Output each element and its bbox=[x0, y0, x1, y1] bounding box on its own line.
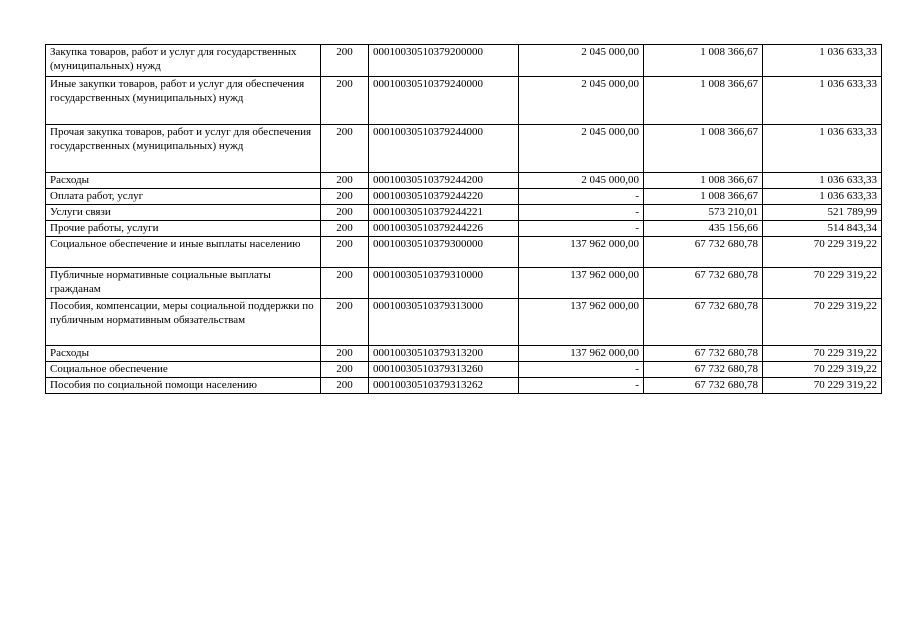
row-budget-code-cell: 00010030510379300000 bbox=[369, 237, 519, 268]
row-approved-cell: - bbox=[519, 221, 644, 237]
row-approved-cell: 2 045 000,00 bbox=[519, 45, 644, 77]
row-remaining-cell: 521 789,99 bbox=[763, 205, 882, 221]
row-line-code-cell: 200 bbox=[321, 221, 369, 237]
row-executed-cell: 67 732 680,78 bbox=[644, 237, 763, 268]
row-budget-code-cell: 00010030510379313262 bbox=[369, 378, 519, 394]
row-line-code-cell: 200 bbox=[321, 237, 369, 268]
row-name-cell: Расходы bbox=[46, 346, 321, 362]
row-remaining-cell: 1 036 633,33 bbox=[763, 77, 882, 125]
row-executed-cell: 67 732 680,78 bbox=[644, 378, 763, 394]
row-name-cell: Социальное обеспечение bbox=[46, 362, 321, 378]
row-remaining-cell: 514 843,34 bbox=[763, 221, 882, 237]
table-row bbox=[46, 237, 882, 268]
row-executed-cell: 67 732 680,78 bbox=[644, 268, 763, 299]
row-name-cell: Пособия, компенсации, меры социальной поддержки по публичным нормативным обязательствам bbox=[46, 299, 321, 346]
row-remaining-cell: 70 229 319,22 bbox=[763, 237, 882, 268]
row-budget-code-cell: 00010030510379244226 bbox=[369, 221, 519, 237]
row-approved-cell: 137 962 000,00 bbox=[519, 237, 644, 268]
table-row bbox=[46, 205, 882, 221]
table-row bbox=[46, 362, 882, 378]
table-row bbox=[46, 189, 882, 205]
row-line-code-cell: 200 bbox=[321, 173, 369, 189]
table-row bbox=[46, 268, 882, 299]
row-executed-cell: 67 732 680,78 bbox=[644, 362, 763, 378]
row-budget-code-cell: 00010030510379310000 bbox=[369, 268, 519, 299]
table-row bbox=[46, 346, 882, 362]
row-executed-cell: 67 732 680,78 bbox=[644, 299, 763, 346]
row-name-cell: Публичные нормативные социальные выплаты гражданам bbox=[46, 268, 321, 299]
row-line-code-cell: 200 bbox=[321, 346, 369, 362]
row-name-cell: Прочая закупка товаров, работ и услуг для обеспечения государственных (муниципальных) нужд bbox=[46, 125, 321, 173]
row-approved-cell: 2 045 000,00 bbox=[519, 77, 644, 125]
row-line-code-cell: 200 bbox=[321, 77, 369, 125]
row-budget-code-cell: 00010030510379244000 bbox=[369, 125, 519, 173]
row-approved-cell: 137 962 000,00 bbox=[519, 268, 644, 299]
row-line-code-cell: 200 bbox=[321, 205, 369, 221]
row-executed-cell: 67 732 680,78 bbox=[644, 346, 763, 362]
row-executed-cell: 1 008 366,67 bbox=[644, 125, 763, 173]
row-budget-code-cell: 00010030510379244200 bbox=[369, 173, 519, 189]
row-executed-cell: 1 008 366,67 bbox=[644, 77, 763, 125]
row-line-code-cell: 200 bbox=[321, 378, 369, 394]
table-row bbox=[46, 45, 882, 77]
row-executed-cell: 573 210,01 bbox=[644, 205, 763, 221]
row-line-code-cell: 200 bbox=[321, 45, 369, 77]
table-row bbox=[46, 125, 882, 173]
row-name-cell: Оплата работ, услуг bbox=[46, 189, 321, 205]
row-line-code-cell: 200 bbox=[321, 268, 369, 299]
row-approved-cell: - bbox=[519, 378, 644, 394]
row-remaining-cell: 1 036 633,33 bbox=[763, 189, 882, 205]
row-executed-cell: 1 008 366,67 bbox=[644, 189, 763, 205]
table-row bbox=[46, 221, 882, 237]
row-approved-cell: - bbox=[519, 189, 644, 205]
row-approved-cell: 137 962 000,00 bbox=[519, 299, 644, 346]
row-approved-cell: 2 045 000,00 bbox=[519, 125, 644, 173]
row-executed-cell: 1 008 366,67 bbox=[644, 45, 763, 77]
row-executed-cell: 1 008 366,67 bbox=[644, 173, 763, 189]
budget-report-page bbox=[45, 44, 882, 394]
row-remaining-cell: 70 229 319,22 bbox=[763, 299, 882, 346]
row-budget-code-cell: 00010030510379200000 bbox=[369, 45, 519, 77]
row-name-cell: Расходы bbox=[46, 173, 321, 189]
row-remaining-cell: 70 229 319,22 bbox=[763, 378, 882, 394]
row-approved-cell: 2 045 000,00 bbox=[519, 173, 644, 189]
row-name-cell: Пособия по социальной помощи населению bbox=[46, 378, 321, 394]
budget-execution-table bbox=[45, 44, 882, 394]
table-row bbox=[46, 173, 882, 189]
row-line-code-cell: 200 bbox=[321, 189, 369, 205]
row-remaining-cell: 70 229 319,22 bbox=[763, 362, 882, 378]
row-name-cell: Социальное обеспечение и иные выплаты населению bbox=[46, 237, 321, 268]
row-line-code-cell: 200 bbox=[321, 125, 369, 173]
row-name-cell: Услуги связи bbox=[46, 205, 321, 221]
row-budget-code-cell: 00010030510379244221 bbox=[369, 205, 519, 221]
row-approved-cell: - bbox=[519, 205, 644, 221]
row-approved-cell: - bbox=[519, 362, 644, 378]
row-name-cell: Закупка товаров, работ и услуг для государственных (муниципальных) нужд bbox=[46, 45, 321, 77]
row-budget-code-cell: 00010030510379313260 bbox=[369, 362, 519, 378]
table-row bbox=[46, 378, 882, 394]
row-budget-code-cell: 00010030510379240000 bbox=[369, 77, 519, 125]
row-remaining-cell: 70 229 319,22 bbox=[763, 346, 882, 362]
row-budget-code-cell: 00010030510379244220 bbox=[369, 189, 519, 205]
table-row bbox=[46, 77, 882, 125]
table-row bbox=[46, 299, 882, 346]
row-remaining-cell: 70 229 319,22 bbox=[763, 268, 882, 299]
row-budget-code-cell: 00010030510379313200 bbox=[369, 346, 519, 362]
row-executed-cell: 435 156,66 bbox=[644, 221, 763, 237]
row-remaining-cell: 1 036 633,33 bbox=[763, 45, 882, 77]
row-remaining-cell: 1 036 633,33 bbox=[763, 173, 882, 189]
row-budget-code-cell: 00010030510379313000 bbox=[369, 299, 519, 346]
row-line-code-cell: 200 bbox=[321, 362, 369, 378]
row-remaining-cell: 1 036 633,33 bbox=[763, 125, 882, 173]
row-name-cell: Иные закупки товаров, работ и услуг для обеспечения государственных (муниципальных) нужд bbox=[46, 77, 321, 125]
row-approved-cell: 137 962 000,00 bbox=[519, 346, 644, 362]
row-name-cell: Прочие работы, услуги bbox=[46, 221, 321, 237]
row-line-code-cell: 200 bbox=[321, 299, 369, 346]
